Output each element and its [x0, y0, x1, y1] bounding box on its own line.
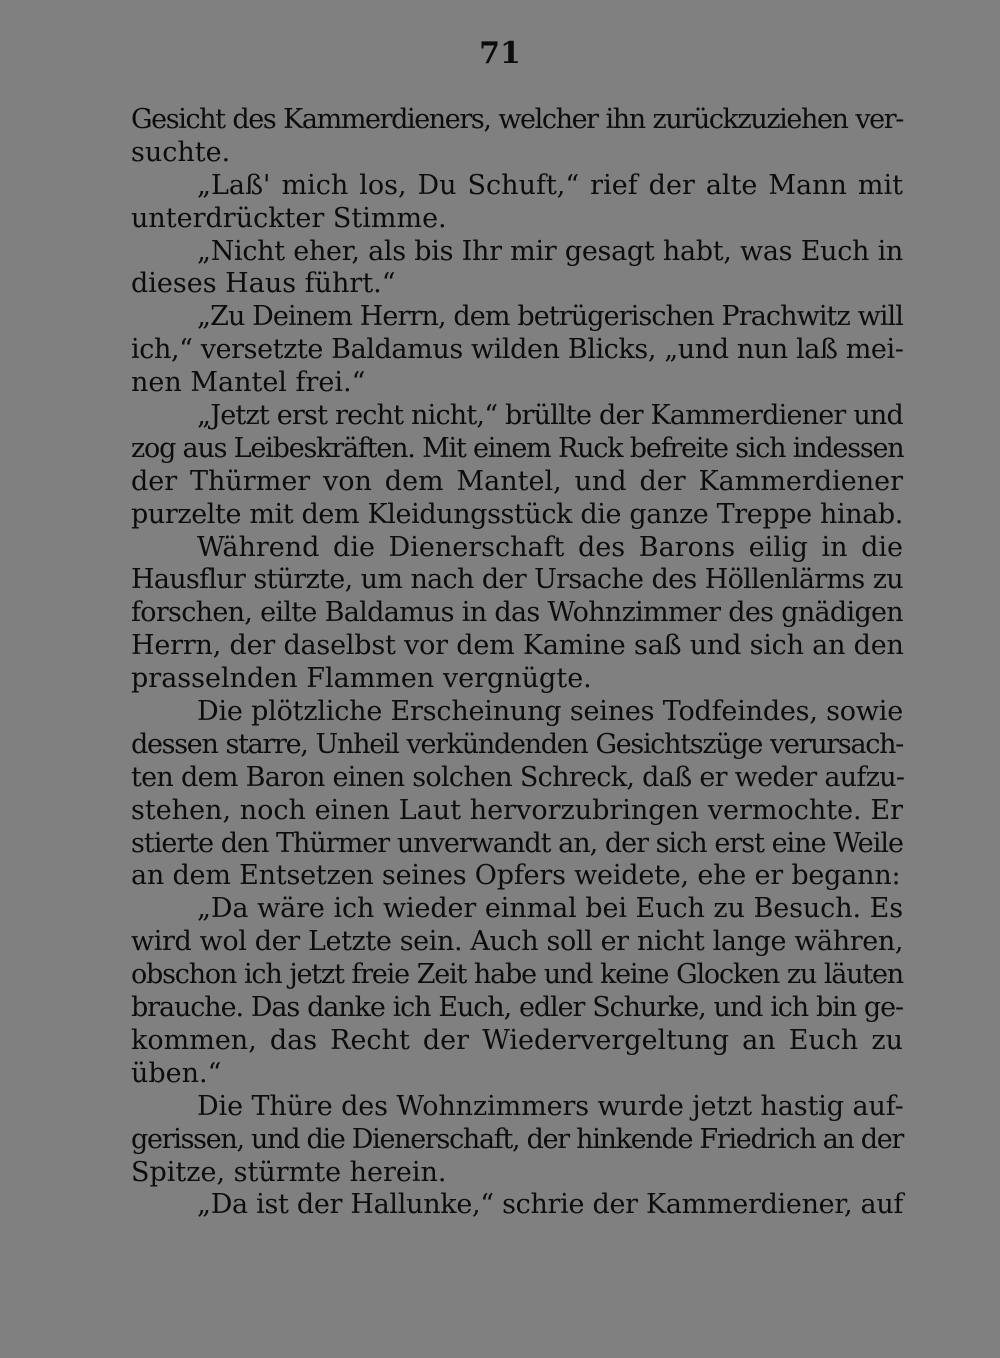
text-line: unterdrückter Stimme.: [131, 202, 447, 234]
text-line: suchte.: [131, 136, 231, 168]
text-line: nen Mantel frei.“: [131, 367, 366, 399]
text-line: ten dem Baron einen solchen Schreck, daß er weder aufzu-: [131, 761, 905, 793]
text-line: Die Thüre des Wohnzimmers wurde jetzt hastig auf-: [197, 1090, 904, 1122]
text-line: „Jetzt erst recht nicht,“ brüllte der Kammerdiener und: [197, 400, 903, 432]
text-line: Gesicht des Kammerdieners, welcher ihn zurückzuziehen ver-: [131, 104, 903, 135]
body-text: [131, 104, 903, 1222]
text-line: „Zu Deinem Herrn, dem betrügerischen Prachwitz will: [197, 301, 903, 333]
text-line: dieses Haus führt.“: [131, 268, 396, 300]
text-line: Herrn, der daselbst vor dem Kamine saß und sich an den: [131, 630, 904, 662]
text-line: purzelte mit dem Kleidungsstück die ganze Treppe hinab.: [131, 498, 903, 530]
text-line: wird wol der Letzte sein. Auch soll er nicht lange währen,: [131, 926, 903, 958]
text-line: stierte den Thürmer unverwandt an, der sich erst eine Weile: [131, 827, 903, 859]
text-line: „Laß' mich los, Du Schuft,“ rief der alte Mann mit: [197, 169, 903, 201]
text-line: forschen, eilte Baldamus in das Wohnzimmer des gnädigen: [131, 597, 903, 629]
text-line: kommen, das Recht der Wiedervergeltung an Euch zu: [131, 1024, 903, 1056]
text-line: „Nicht eher, als bis Ihr mir gesagt habt, was Euch in: [197, 235, 903, 267]
text-line: ich,“ versetzte Baldamus wilden Blicks, „und nun laß mei-: [131, 334, 904, 366]
text-line: stehen, noch einen Laut hervorzubringen vermochte. Er: [131, 794, 903, 826]
text-line: gerissen, und die Dienerschaft, der hinkende Friedrich an der: [131, 1123, 904, 1155]
text-line: Die plötzliche Erscheinung seines Todfeindes, sowie: [197, 696, 903, 728]
text-line: an dem Entsetzen seines Opfers weidete, ehe er begann:: [131, 860, 901, 892]
text-line: zog aus Leibeskräften. Mit einem Ruck befreite sich indessen: [131, 432, 904, 464]
text-line: der Thürmer von dem Mantel, und der Kammerdiener: [131, 465, 903, 497]
text-line: Hausflur stürzte, um nach der Ursache des Höllenlärms zu: [131, 564, 903, 596]
text-line: brauche. Das danke ich Euch, edler Schurke, und ich bin ge-: [131, 992, 903, 1024]
page-number: 71: [479, 36, 521, 71]
text-line: „Da wäre ich wieder einmal bei Euch zu Besuch. Es: [197, 893, 903, 925]
text-line: Spitze, stürmte herein.: [131, 1156, 447, 1188]
text-line: prasselnden Flammen vergnügte.: [131, 663, 592, 695]
text-line: dessen starre, Unheil verkündenden Gesichtszüge verursach-: [131, 728, 903, 760]
text-line: „Da ist der Hallunke,“ schrie der Kammerdiener, auf: [197, 1189, 904, 1221]
text-line: üben.“: [131, 1057, 222, 1089]
text-line: obschon ich jetzt freie Zeit habe und keine Glocken zu läuten: [131, 959, 903, 991]
text-line: Während die Dienerschaft des Barons eilig in die: [197, 531, 903, 563]
